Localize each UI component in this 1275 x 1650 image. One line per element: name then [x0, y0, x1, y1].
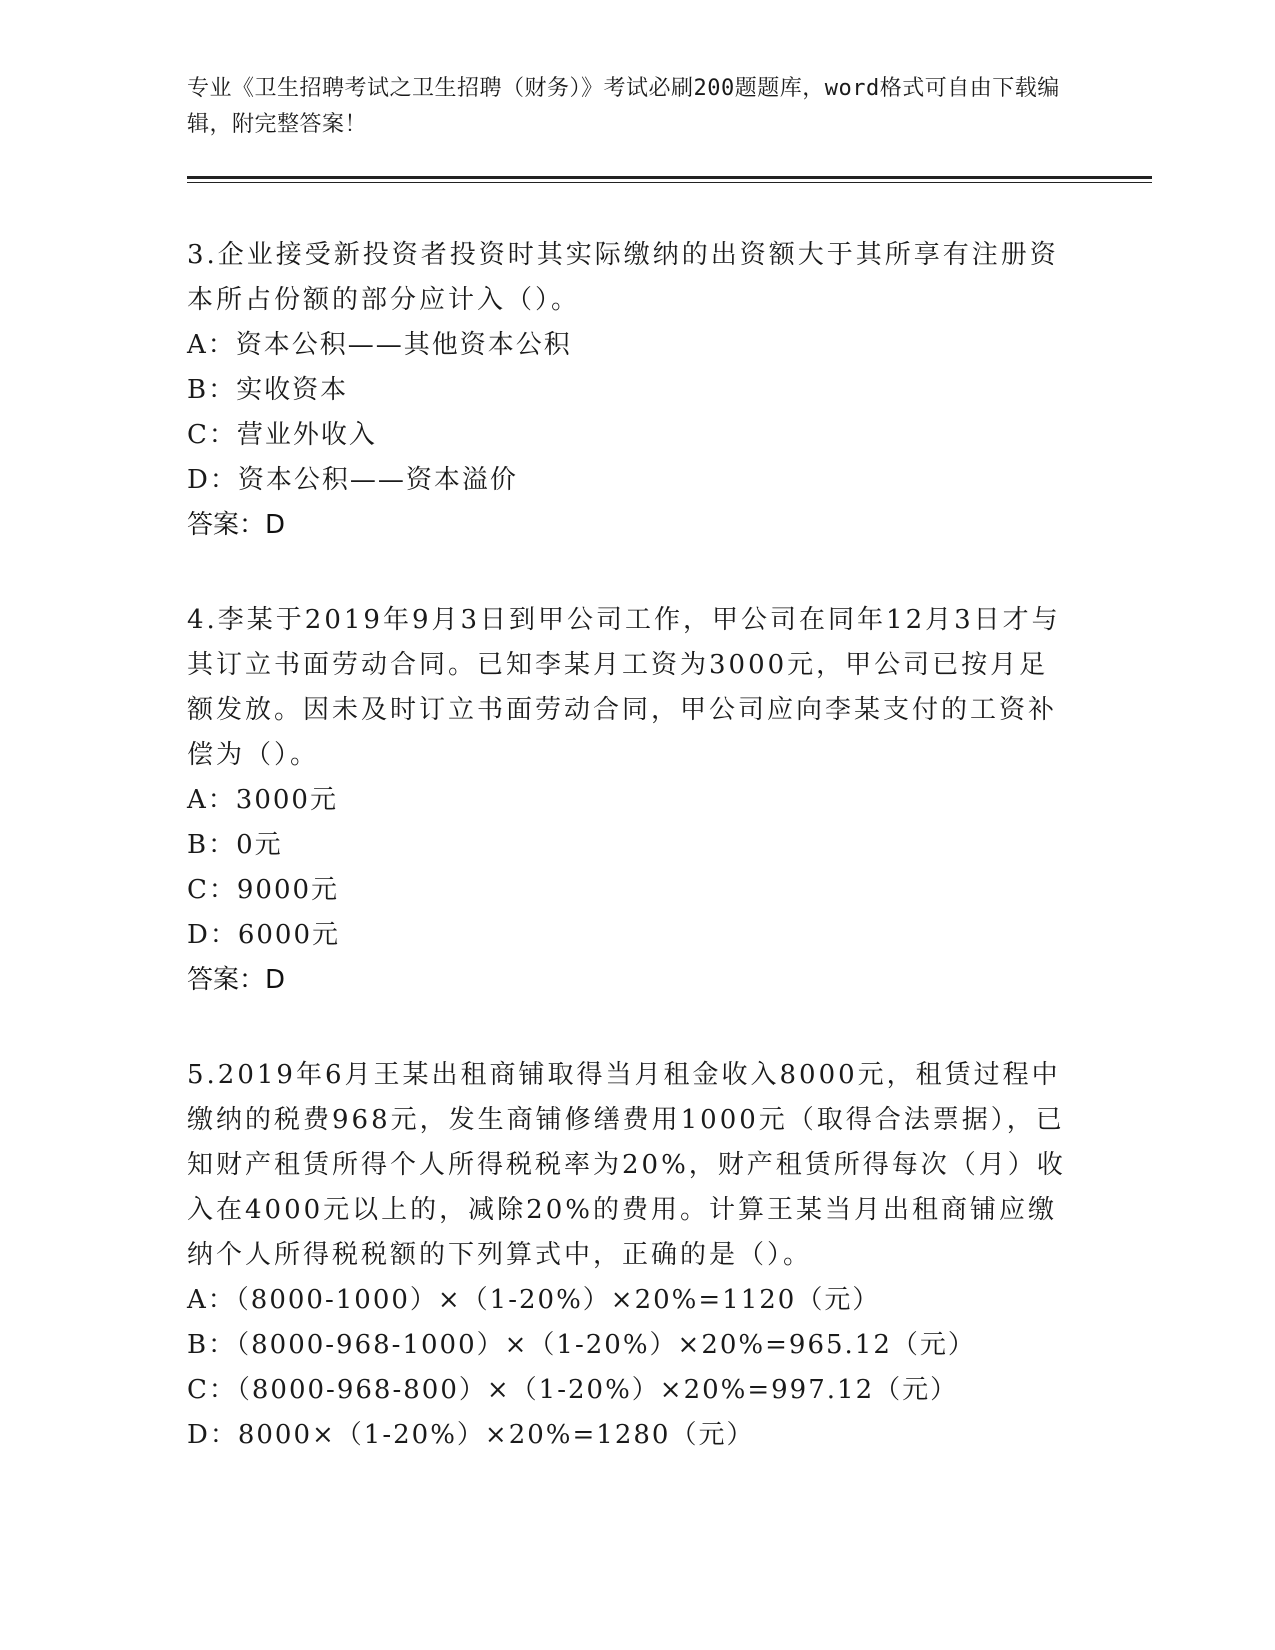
header-rule-thick [187, 176, 1152, 179]
header-rule-thin [187, 182, 1152, 183]
question-text: 4.李某于2019年9月3日到甲公司工作，甲公司在同年12月3日才与其订立书面劳动合同。已知李某月工资为3000元，甲公司已按月足额发放。因未及时订立书面劳动合同，甲公司应向李某支付的工资补偿为（）。 [187, 605, 1061, 770]
option-b: B：（8000-968-1000）×（1-20%）×20%=965.12（元） [187, 1330, 976, 1360]
document-header: 专业《卫生招聘考试之卫生招聘（财务）》考试必刷200题题库，word格式可自由下载编辑，附完整答案！ [187, 76, 1060, 137]
option-b: B：0元 [187, 830, 283, 860]
option-d: D：6000元 [187, 920, 341, 950]
option-c: C：（8000-968-800）×（1-20%）×20%=997.12（元） [187, 1375, 959, 1405]
option-a: A：资本公积——其他资本公积 [187, 330, 572, 360]
option-a: A：（8000-1000）×（1-20%）×20%=1120（元） [187, 1285, 881, 1315]
option-c: C：营业外收入 [187, 420, 377, 450]
answer: 答案：D [187, 965, 286, 995]
option-c: C：9000元 [187, 875, 340, 905]
question-5 [187, 1053, 1087, 1458]
option-d: D：8000×（1-20%）×20%=1280（元） [187, 1420, 755, 1450]
answer: 答案：D [187, 510, 286, 540]
question-text: 3.企业接受新投资者投资时其实际缴纳的出资额大于其所享有注册资本所占份额的部分应计入（）。 [187, 240, 1059, 315]
option-d: D：资本公积——资本溢价 [187, 465, 518, 495]
question-3 [187, 233, 1087, 548]
option-b: B：实收资本 [187, 375, 349, 405]
question-text: 5.2019年6月王某出租商铺取得当月租金收入8000元，租赁过程中缴纳的税费968元，发生商铺修缮费用1000元（取得合法票据），已知财产租赁所得个人所得税税率为20%，财产租赁所得每次（月）收入在4000元以上的，减除20%的费用。计算王某当月出租商铺应缴纳个人所得税税额的下列算式中，正确的是（）。 [187, 1060, 1066, 1270]
option-a: A：3000元 [187, 785, 338, 815]
document-page [187, 0, 1087, 1650]
question-4 [187, 598, 1087, 1003]
